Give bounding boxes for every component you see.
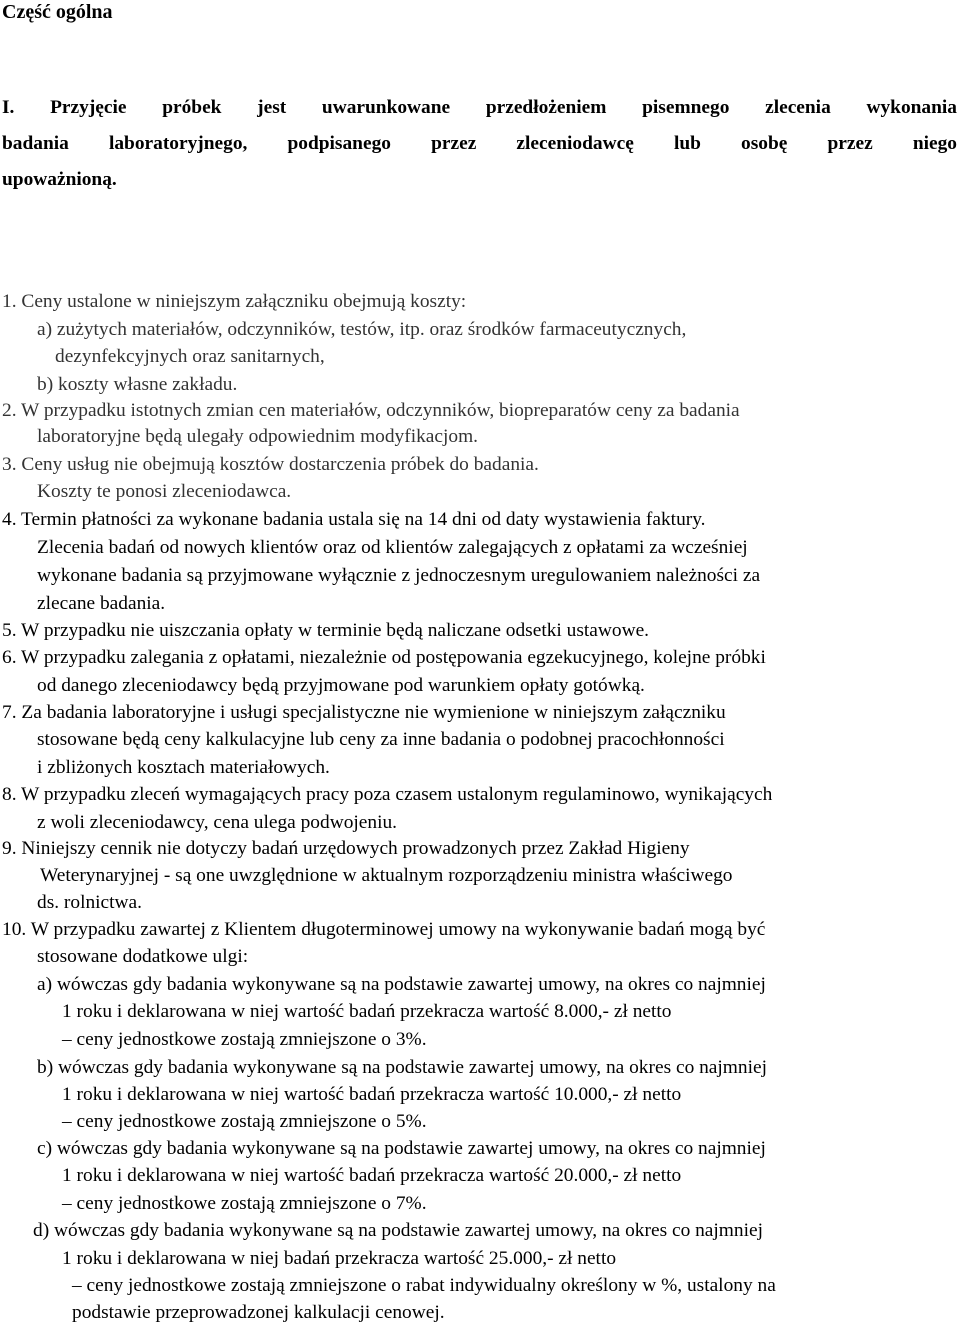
item-2-line: 2. W przypadku istotnych zmian cen materiałów, odczynników, biopreparatów ceny za badania — [2, 400, 740, 421]
item-1b-line: b) koszty własne zakładu. — [37, 374, 238, 395]
item-10c-cont-line-2: – ceny jednostkowe zostają zmniejszone o 7%. — [62, 1193, 427, 1214]
item-1-line: 1. Ceny ustalone w niniejszym załączniku obejmują koszty: — [2, 291, 467, 312]
item-10b-line: b) wówczas gdy badania wykonywane są na podstawie zawartej umowy, na okres co najmniej — [37, 1057, 767, 1078]
item-7-line: 7. Za badania laboratoryjne i usługi specjalistyczne nie wymienione w niniejszym załączniku — [2, 702, 726, 723]
item-2-cont-line: laboratoryjne będą ulegały odpowiednim modyfikacjom. — [37, 426, 479, 447]
page-title: Część ogólna — [2, 1, 113, 23]
item-10d-cont-line-1: 1 roku i deklarowana w niej badań przekracza wartość 25.000,- zł netto — [62, 1248, 617, 1269]
item-10c-line: c) wówczas gdy badania wykonywane są na podstawie zawartej umowy, na okres co najmniej — [37, 1138, 766, 1159]
item-10c-cont-line-1: 1 roku i deklarowana w niej wartość badań przekracza wartość 20.000,- zł netto — [62, 1165, 682, 1186]
item-10b-cont-line-1: 1 roku i deklarowana w niej wartość badań przekracza wartość 10.000,- zł netto — [62, 1084, 682, 1105]
item-4-cont-line-1: Zlecenia badań od nowych klientów oraz od klientów zalegających z opłatami za wcześniej — [37, 537, 748, 558]
item-1a-cont-line: dezynfekcyjnych oraz sanitarnych, — [55, 346, 325, 367]
item-4-line: 4. Termin płatności za wykonane badania ustala się na 14 dni od daty wystawienia faktury. — [2, 509, 706, 530]
item-3-cont-line: Koszty te ponosi zleceniodawca. — [37, 481, 292, 502]
section-i-line-3: upoważnioną. — [2, 169, 117, 190]
item-9-line: 9. Niniejszy cennik nie dotyczy badań urzędowych prowadzonych przez Zakład Higieny — [2, 838, 690, 859]
item-8-cont-line: z woli zleceniodawcy, cena ulega podwojeniu. — [37, 812, 398, 833]
item-4-cont-line-2: wykonane badania są przyjmowane wyłącznie z jednoczesnym uregulowaniem należności za — [37, 565, 761, 586]
item-9-cont-line-2: ds. rolnictwa. — [37, 892, 143, 913]
item-10a-cont-line-1: 1 roku i deklarowana w niej wartość badań przekracza wartość 8.000,- zł netto — [62, 1001, 672, 1022]
section-i-line-1: I. Przyjęcie próbek jest uwarunkowane przedłożeniem pisemnego zlecenia wykonania — [2, 97, 957, 118]
item-7-cont-line-1: stosowane będą ceny kalkulacyjne lub ceny za inne badania o podobnej pracochłonności — [37, 729, 725, 750]
item-6-line: 6. W przypadku zalegania z opłatami, niezależnie od postępowania egzekucyjnego, kolejne próbki — [2, 647, 766, 668]
item-5-line: 5. W przypadku nie uiszczania opłaty w terminie będą naliczane odsetki ustawowe. — [2, 620, 650, 641]
item-3-line: 3. Ceny usług nie obejmują kosztów dostarczenia próbek do badania. — [2, 454, 539, 475]
item-7-cont-line-2: i zbliżonych kosztach materiałowych. — [37, 757, 330, 778]
item-10a-line: a) wówczas gdy badania wykonywane są na podstawie zawartej umowy, na okres co najmniej — [37, 974, 766, 995]
item-1a-line: a) zużytych materiałów, odczynników, testów, itp. oraz środków farmaceutycznych, — [37, 319, 687, 340]
item-10-cont-line: stosowane dodatkowe ulgi: — [37, 946, 249, 967]
item-10-line: 10. W przypadku zawartej z Klientem długoterminowej umowy na wykonywanie badań mogą być — [2, 919, 766, 940]
item-10b-cont-line-2: – ceny jednostkowe zostają zmniejszone o 5%. — [62, 1111, 427, 1132]
item-10d-line: d) wówczas gdy badania wykonywane są na podstawie zawartej umowy, na okres co najmniej — [33, 1220, 763, 1241]
item-8-line: 8. W przypadku zleceń wymagających pracy poza czasem ustalonym regulaminowo, wynikających — [2, 784, 773, 805]
item-9-cont-line-1: Weterynaryjnej - są one uwzględnione w aktualnym rozporządzeniu ministra właściwego — [40, 865, 733, 886]
item-4-cont-line-3: zlecane badania. — [37, 593, 166, 614]
item-10d-cont-line-2: – ceny jednostkowe zostają zmniejszone o rabat indywidualny określony w %, ustalony na — [72, 1275, 776, 1296]
item-6-cont-line: od danego zleceniodawcy będą przyjmowane pod warunkiem opłaty gotówką. — [37, 675, 645, 696]
item-10a-cont-line-2: – ceny jednostkowe zostają zmniejszone o 3%. — [62, 1029, 427, 1050]
item-10d-cont-line-3: podstawie przeprowadzonej kalkulacji cenowej. — [72, 1302, 445, 1323]
section-i-line-2: badania laboratoryjnego, podpisanego przez zleceniodawcę lub osobę przez niego — [2, 133, 957, 154]
